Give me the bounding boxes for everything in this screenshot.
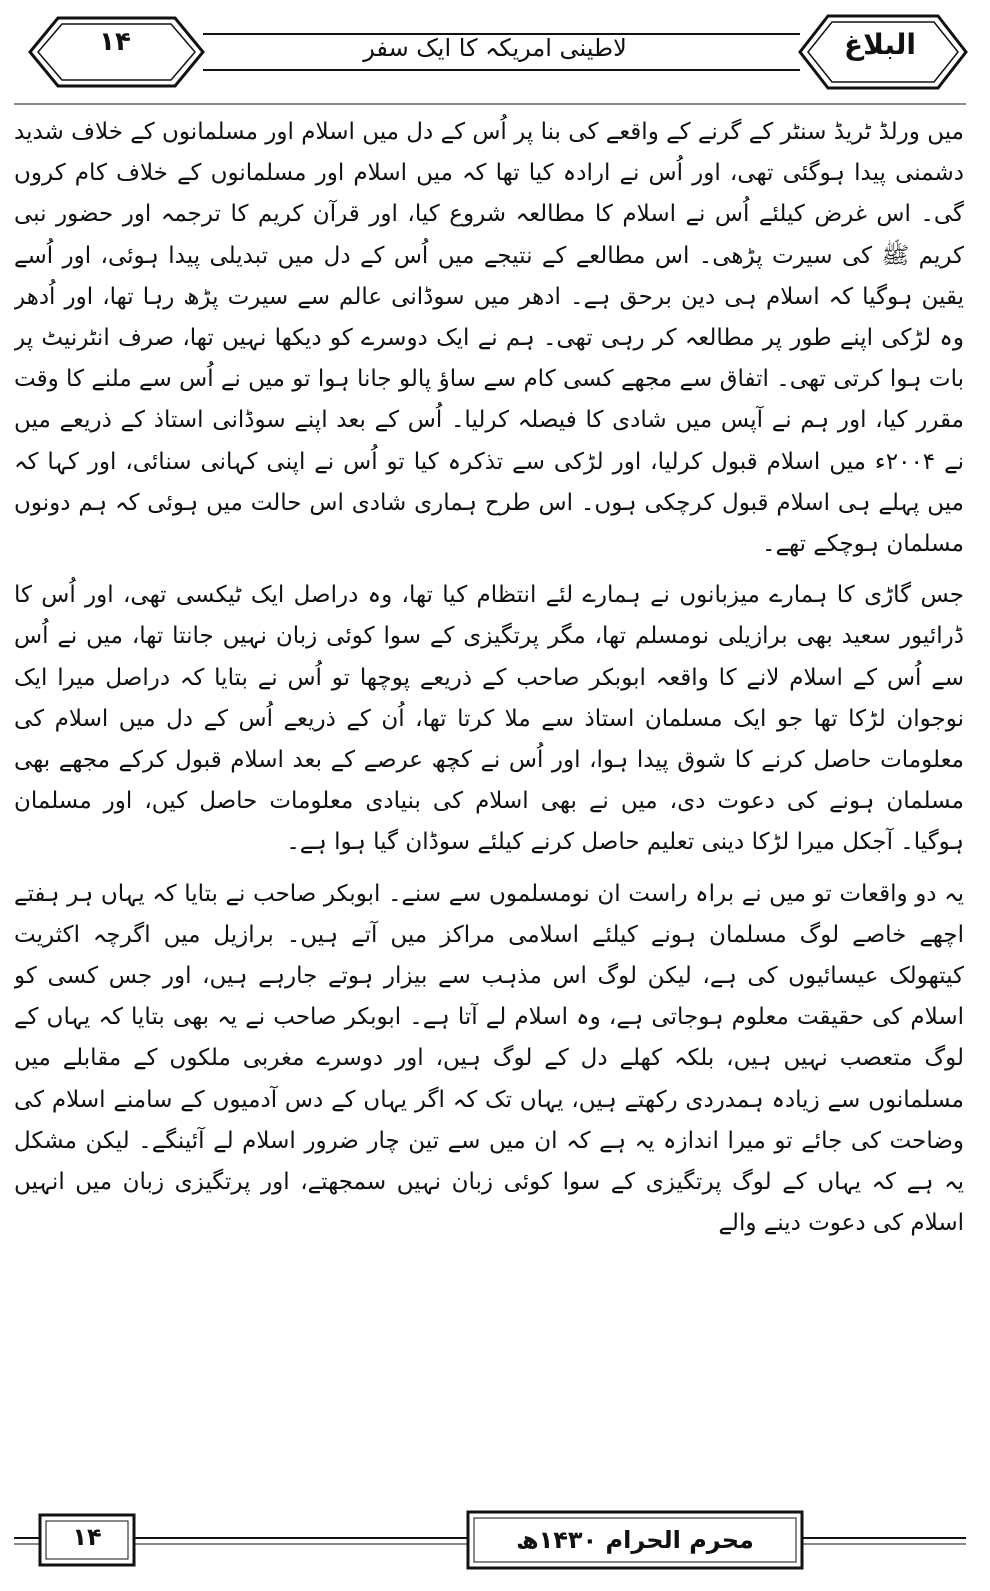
footer-page-number: ۱۴ [72, 1523, 102, 1551]
issue-date: محرم الحرام ۱۴۳۰ھ [516, 1526, 754, 1554]
header-page-number: ۱۴ [99, 27, 131, 57]
article-body [14, 112, 964, 1492]
running-title: لاطینی امریکہ کا ایک سفر [363, 34, 627, 62]
paragraph: میں ورلڈ ٹریڈ سنٹر کے گرنے کے واقعے کی بنا پر اُس کے دل میں اسلام اور مسلمانوں کے خلاف شدید دشمنی پیدا ہوگئی تھی، اور اُس نے ارادہ کیا تھا کہ میں اسلام اور مسلمانوں کے خلاف کام کروں گی۔ اس غرض کیلئے اُس نے اسلام کا مطالعہ شروع کیا، اور قرآن کریم کا ترجمہ اور حضور نبی کریم ﷺ کی سیرت پڑھی۔ اس مطالعے کے نتیجے میں اُس کے دل میں تبدیلی پیدا ہوئی، اور اُسے یقین ہوگیا کہ اسلام ہی دین برحق ہے۔ ادھر میں سوڈانی عالم سے سیرت پڑھ رہا تھا، اور اُدھر وہ لڑکی اپنے طور پر مطالعہ کر رہی تھی۔ ہم نے ایک دوسرے کو دیکھا نہیں تھا، صرف انٹرنیٹ پر بات ہوا کرتی تھی۔ اتفاق سے مجھے کسی کام سے ساؤ پالو جانا ہوا تو میں نے اُس سے ملنے کا وقت مقرر کیا، اور ہم نے آپس میں شادی کا فیصلہ کرلیا۔ اُس کے بعد اپنے سوڈانی استاذ کے ذریعے میں نے ۲۰۰۴ء میں اسلام قبول کرلیا، اور لڑکی سے تذکرہ کیا تو اُس نے اپنی کہانی سنائی، اور کہا کہ میں پہلے ہی اسلام قبول کرچکی ہوں۔ اس طرح ہماری شادی اس حالت میں ہوئی کہ ہم دونوں مسلمان ہوچکے تھے۔ [14, 119, 964, 558]
page-footer [0, 1490, 990, 1591]
paragraph: جس گاڑی کا ہمارے میزبانوں نے ہمارے لئے انتظام کیا تھا، وہ دراصل ایک ٹیکسی تھی، اور اُس کا ڈرائیور سعید بھی برازیلی نومسلم تھا، مگر پرتگیزی کے سوا کوئی زبان نہیں جانتا تھا، میں نے اُس سے اُس کے اسلام لانے کا واقعہ ابوبکر صاحب کے ذریعے پوچھا تو اُس نے بتایا کہ دراصل میرا ایک نوجوان لڑکا تھا جو ایک مسلمان استاذ سے ملا کرتا تھا، اُن کے ذریعے اُس کے دل میں اسلام کی معلومات حاصل کرنے کا شوق پیدا ہوا، اور اُس نے کچھ عرصے کے بعد اسلام قبول کرکے مجھے بھی مسلمان ہونے کی دعوت دی، میں نے بھی اسلام کی بنیادی معلومات حاصل کیں، اور مسلمان ہوگیا۔ آجکل میرا لڑکا دینی تعلیم حاصل کرنے کیلئے سوڈان گیا ہوا ہے۔ [14, 582, 964, 856]
paragraph: یہ دو واقعات تو میں نے براہ راست ان نومسلموں سے سنے۔ ابوبکر صاحب نے بتایا کہ یہاں ہر ہفتے اچھے خاصے لوگ مسلمان ہونے کیلئے اسلامی مراکز میں آتے ہیں۔ برازیل میں اگرچہ اکثریت کیتھولک عیسائیوں کی ہے، لیکن لوگ اس مذہب سے بیزار ہوتے جارہے ہیں، اور جس کسی کو اسلام کی حقیقت معلوم ہوجاتی ہے، وہ اسلام لے آتا ہے۔ ابوبکر صاحب نے یہ بھی بتایا کہ یہاں کے لوگ متعصب نہیں ہیں، بلکہ کھلے دل کے لوگ ہیں، اور دوسرے مغربی ملکوں کے مقابلے میں مسلمانوں سے زیادہ ہمدردی رکھتے ہیں، یہاں تک کہ اگر یہاں کے دس آدمیوں کے سامنے اسلام کی وضاحت کی جائے تو میرا اندازہ یہ ہے کہ ان میں سے تین چار ضرور اسلام لے آئینگے۔ لیکن مشکل یہ ہے کہ یہاں کے لوگ پرتگیزی کے سوا کوئی زبان نہیں سمجھتے، اور پرتگیزی زبان میں انہیں اسلام کی دعوت دینے والے [14, 880, 964, 1237]
magazine-logo: البلاغ [844, 28, 916, 61]
page-header [0, 0, 990, 110]
